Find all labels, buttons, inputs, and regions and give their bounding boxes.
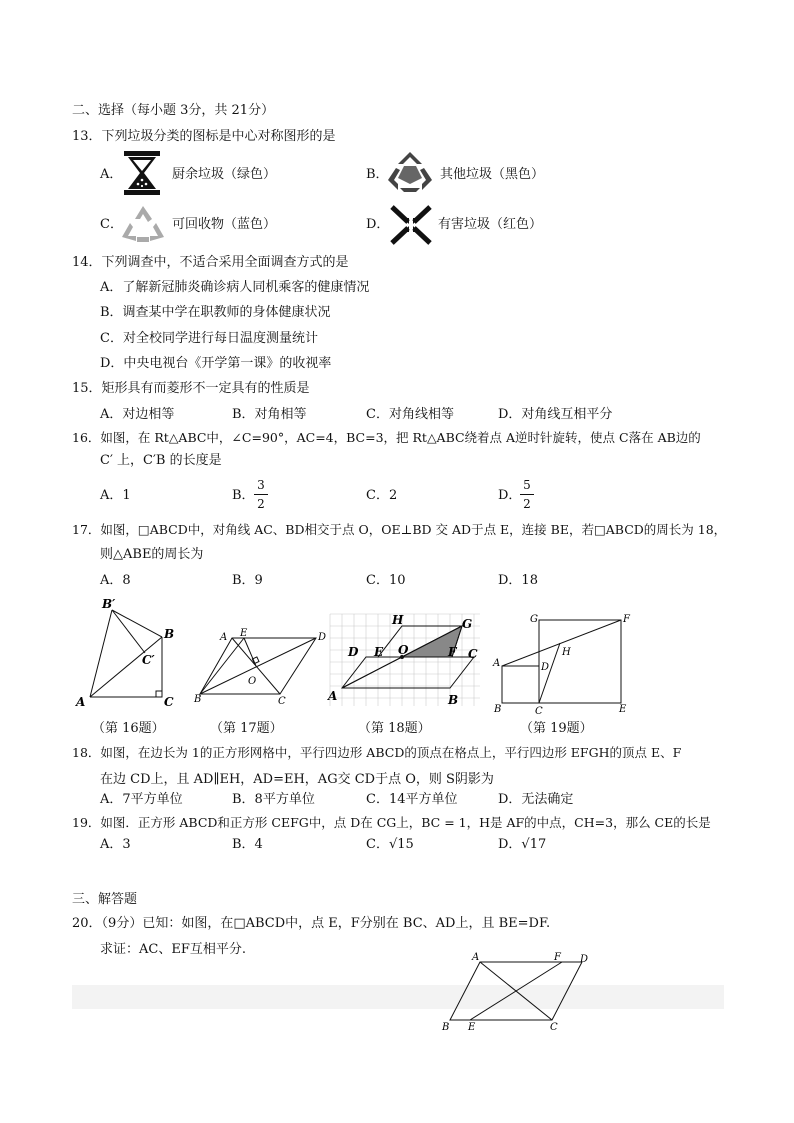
label-e: E: [374, 645, 384, 659]
label-g: G: [530, 614, 538, 625]
q14-option-c: C．对全校同学进行每日温度测量统计: [100, 331, 318, 346]
q16-stem-line1: 16．如图，在 Rt△ABC中，∠C=90°，AC=4，BC=3，把 Rt△ABC绕着点 A逆时针旋转，使点 C落在 AB边的: [72, 430, 701, 445]
q18-stem-line2: 在边 CD上，且 AD∥EH，AD=EH，AG交 CD于点 O，则 S阴影为: [100, 772, 494, 787]
label-h: H: [562, 647, 571, 658]
q16-option-d-fraction: [520, 478, 534, 511]
fraction-numerator: 3: [257, 478, 265, 492]
q16-option-d-label: D．: [498, 488, 522, 503]
label-d: D: [348, 645, 359, 659]
q17-stem-line1: 17．如图，□ABCD中，对角线 AC、BD相交于点 O，OE⊥BD 交 AD于点 E，连接 BE，若□ABCD的周长为 18，: [72, 522, 727, 537]
q17-stem-line2: 则△ABE的周长为: [100, 547, 204, 562]
q20-stem-line1: 20．（9分）已知：如图，在□ABCD中，点 E，F分别在 BC、AD上，且 BE=DF.: [72, 916, 551, 931]
q20-stem-line2: 求证：AC、EF互相平分.: [100, 942, 246, 957]
label-c: C: [278, 696, 286, 707]
figure-19: [490, 610, 635, 716]
q16-option-c: C．2: [366, 488, 398, 503]
label-e: E: [468, 1022, 476, 1033]
fraction-numerator: 5: [523, 478, 531, 492]
q13-option-b-text: 其他垃圾（黑色）: [440, 167, 545, 182]
q16-option-a: A．1: [100, 488, 131, 503]
label-d: D: [318, 632, 327, 643]
label-o: O: [398, 643, 409, 657]
hazardous-waste-icon: [389, 204, 433, 246]
label-a: A: [472, 952, 480, 963]
q19-option-c: C．√15: [366, 837, 414, 852]
q14-option-b: B．调查某中学在职教师的身体健康状况: [100, 305, 331, 320]
q14-stem: 14．下列调查中，不适合采用全面调查方式的是: [72, 255, 349, 270]
q13-option-b-label: B．: [366, 167, 389, 182]
figure-17: [196, 628, 326, 708]
label-c: C: [535, 706, 543, 717]
q13-option-a-text: 厨余垃圾（绿色）: [172, 167, 277, 182]
q17-option-d: D．18: [498, 573, 538, 588]
q19-option-b: B．4: [232, 837, 263, 852]
label-h: H: [392, 613, 404, 627]
figure-17-caption: （第 17题）: [210, 721, 283, 736]
q15-option-c: C．对角线相等: [366, 407, 454, 422]
q17-option-a: A．8: [100, 573, 131, 588]
q16-option-b-fraction: [254, 478, 268, 511]
label-a: A: [328, 689, 338, 703]
q19-option-d: D．√17: [498, 837, 547, 852]
section-title: 二、选择（每小题 3分，共 21分）: [72, 103, 275, 118]
q15-option-d: D．对角线互相平分: [498, 407, 613, 422]
label-b: B: [494, 704, 502, 715]
q13-option-c-text: 可回收物（蓝色）: [172, 217, 277, 232]
q18-option-a: A．7平方单位: [100, 792, 183, 807]
label-e: E: [240, 628, 248, 639]
label-a: A: [220, 632, 228, 643]
label-b: B: [194, 694, 202, 705]
label-d: D: [541, 662, 550, 673]
label-e: E: [619, 704, 627, 715]
q18-option-c: C．14平方单位: [366, 792, 458, 807]
label-c-prime: C′: [142, 653, 155, 667]
figure-16-caption: （第 16题）: [92, 721, 165, 736]
section-title: 三、解答题: [72, 892, 138, 907]
shaded-band: [72, 985, 724, 1009]
other-waste-icon: [386, 150, 434, 194]
q19-option-a: A．3: [100, 837, 131, 852]
figure-18-caption: （第 18题）: [358, 721, 431, 736]
label-c: C: [164, 695, 174, 709]
q15-stem: 15．矩形具有而菱形不一定具有的性质是: [72, 381, 310, 396]
label-o: O: [248, 676, 257, 687]
q17-option-b: B．9: [232, 573, 263, 588]
figure-20: [438, 950, 598, 1034]
q13-option-d-text: 有害垃圾（红色）: [438, 217, 543, 232]
q17-option-c: C．10: [366, 573, 406, 588]
q13-stem: 13．下列垃圾分类的图标是中心对称图形的是: [72, 129, 336, 144]
label-b: B: [164, 627, 175, 641]
label-c: C: [468, 647, 478, 661]
q13-option-c-label: C．: [100, 217, 123, 232]
q13-option-d-label: D．: [366, 217, 390, 232]
q16-stem-line2: C′ 上，C′B 的长度是: [100, 453, 222, 468]
label-a: A: [76, 695, 86, 709]
figure-16: [72, 596, 192, 712]
q15-option-b: B．对角相等: [232, 407, 307, 422]
label-f: F: [623, 614, 630, 625]
label-c: C: [550, 1022, 558, 1033]
q13-option-a-label: A．: [100, 167, 123, 182]
label-g: G: [462, 617, 473, 631]
q18-stem-line1: 18．如图，在边长为 1的正方形网格中，平行四边形 ABCD的顶点在格点上，平行四边形 EFGH的顶点 E、F: [72, 745, 682, 760]
q19-stem-line1: 19．如图．正方形 ABCD和正方形 CEFG中，点 D在 CG上，BC = 1，H是 AF的中点，CH=3，那么 CE的长是: [72, 815, 711, 830]
figure-19-caption: （第 19题）: [520, 721, 593, 736]
label-f: F: [448, 645, 457, 659]
kitchen-waste-icon: [122, 150, 162, 196]
fraction-denominator: 2: [523, 497, 531, 511]
label-a: A: [493, 658, 501, 669]
label-f: F: [554, 952, 561, 963]
fraction-denominator: 2: [257, 497, 265, 511]
q14-option-a: A．了解新冠肺炎确诊病人同机乘客的健康情况: [100, 280, 370, 295]
label-b-prime: B′: [102, 597, 116, 611]
q18-option-b: B．8平方单位: [232, 792, 315, 807]
label-b: B: [442, 1022, 450, 1033]
label-b: B: [448, 693, 459, 707]
label-d: D: [580, 954, 589, 965]
q18-option-d: D．无法确定: [498, 792, 574, 807]
q16-option-b-label: B．: [232, 488, 255, 503]
figure-18: [326, 612, 486, 712]
q15-option-a: A．对边相等: [100, 407, 175, 422]
q14-option-d: D．中央电视台《开学第一课》的收视率: [100, 356, 332, 371]
recycle-icon: [120, 203, 166, 245]
